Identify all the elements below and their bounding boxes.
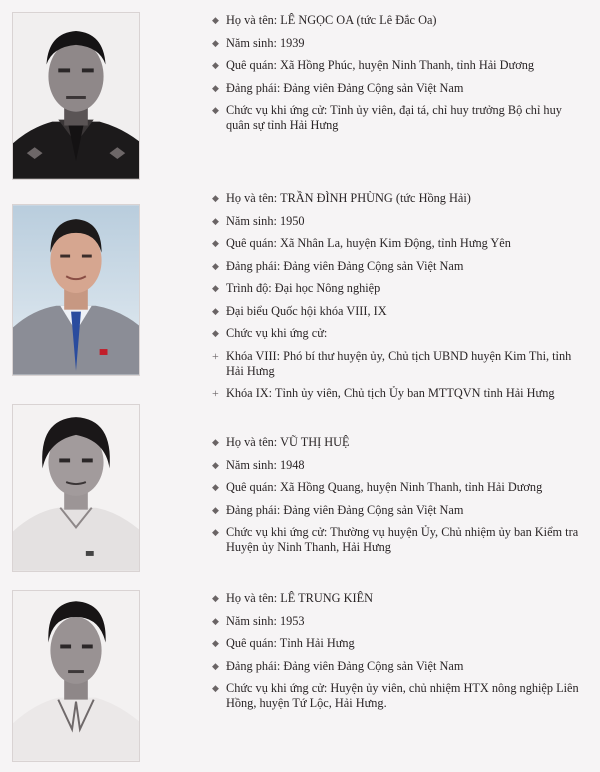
diamond-bullet-icon: ◆: [212, 37, 219, 48]
diamond-bullet-icon: ◆: [212, 238, 219, 248]
plus-bullet-icon: +: [212, 386, 219, 400]
bio-line: [212, 480, 592, 495]
bio-line-text: Năm sinh: 1948: [226, 457, 305, 472]
diamond-bullet-icon: ◆: [212, 482, 219, 492]
bio-line: [212, 58, 592, 73]
bio-block-2: [212, 191, 592, 409]
diamond-bullet-icon: ◆: [212, 660, 219, 671]
bio-line-text: Họ và tên: LÊ TRUNG KIÊN: [226, 591, 373, 605]
bio-line: [212, 326, 592, 341]
bio-line-text: Họ và tên: LÊ NGỌC OA (tức Lê Đắc Oa): [226, 13, 437, 27]
diamond-bullet-icon: ◆: [212, 305, 219, 316]
bio-block-4: [212, 591, 592, 719]
bio-line-text: Đại biểu Quốc hội khóa VIII, IX: [226, 303, 387, 318]
diamond-bullet-icon: ◆: [212, 193, 219, 203]
portrait-photo-3: [12, 404, 140, 572]
diamond-bullet-icon: ◆: [212, 283, 219, 293]
diamond-bullet-icon: ◆: [212, 593, 219, 603]
bio-line-text: Đảng phái: Đảng viên Đảng Cộng sản Việt Nam: [226, 502, 464, 517]
diamond-bullet-icon: ◆: [212, 215, 219, 226]
bio-line-text: Đảng phái: Đảng viên Đảng Cộng sản Việt Nam: [226, 80, 464, 95]
bio-line: [212, 349, 591, 379]
bio-line: [212, 13, 592, 28]
bio-line: [212, 659, 592, 674]
bio-line-text: Chức vụ khi ứng cử:: [226, 326, 328, 340]
portrait-photo-2: [12, 204, 140, 376]
bio-line-text: Họ và tên: VŨ THỊ HUỆ: [226, 435, 350, 449]
bio-line: [212, 281, 592, 296]
bio-line-text: Quê quán: Xã Hồng Quang, huyện Ninh Thanh, tỉnh Hải Dương: [226, 480, 543, 494]
plus-bullet-icon: +: [212, 348, 219, 363]
bio-line-text: Năm sinh: 1953: [226, 613, 305, 628]
bio-line: [212, 458, 592, 473]
diamond-bullet-icon: ◆: [212, 105, 219, 115]
bio-line: [212, 259, 592, 274]
diamond-bullet-icon: ◆: [212, 683, 219, 693]
portrait-photo-4: [12, 590, 140, 762]
bio-line-text: Họ và tên: TRẦN ĐÌNH PHÙNG (tức Hồng Hải): [226, 191, 471, 205]
bio-line-text: Quê quán: Xã Nhân La, huyện Kim Động, tỉnh Hưng Yên: [226, 236, 511, 250]
bio-line: [212, 36, 592, 51]
bio-line: [212, 304, 592, 319]
diamond-bullet-icon: ◆: [212, 638, 219, 648]
bio-line: [212, 525, 596, 555]
diamond-bullet-icon: ◆: [212, 260, 219, 271]
diamond-bullet-icon: ◆: [212, 328, 219, 338]
bio-line: [212, 386, 592, 401]
bio-line-text: Đảng phái: Đảng viên Đảng Cộng sản Việt Nam: [226, 658, 464, 673]
bio-block-1: [212, 13, 592, 141]
bio-line: [212, 503, 592, 518]
bio-line-text: Năm sinh: 1950: [226, 213, 305, 228]
diamond-bullet-icon: ◆: [212, 60, 219, 70]
bio-line-text: Quê quán: Xã Hồng Phúc, huyện Ninh Thanh, tỉnh Hải Dương: [226, 58, 535, 72]
bio-line: [212, 681, 581, 711]
bio-line: [212, 591, 592, 606]
diamond-bullet-icon: ◆: [212, 527, 219, 537]
bio-line: [212, 214, 592, 229]
bio-line-text: Đảng phái: Đảng viên Đảng Cộng sản Việt Nam: [226, 258, 464, 273]
bio-line: [212, 81, 592, 96]
bio-line: [212, 636, 592, 651]
diamond-bullet-icon: ◆: [212, 459, 219, 470]
diamond-bullet-icon: ◆: [212, 437, 219, 447]
bio-line: [212, 435, 592, 450]
bio-line-text: Khóa IX: Tỉnh ủy viên, Chủ tịch Ủy ban MTTQVN tỉnh Hải Hưng: [226, 386, 555, 400]
bio-block-3: [212, 435, 592, 563]
bio-line: [212, 103, 571, 133]
diamond-bullet-icon: ◆: [212, 82, 219, 93]
bio-line-text: Khóa VIII: Phó bí thư huyện ủy, Chủ tịch UBND huyện Kim Thi, tỉnh Hải Hưng: [226, 348, 572, 378]
bio-line-text: Chức vụ khi ứng cử: Tỉnh ủy viên, đại tá, chỉ huy trưởng Bộ chỉ huy quân sự tỉnh Hải Hưng: [226, 103, 562, 132]
bio-line-text: Quê quán: Tỉnh Hải Hưng: [226, 636, 355, 650]
diamond-bullet-icon: ◆: [212, 615, 219, 626]
bio-line-text: Năm sinh: 1939: [226, 35, 305, 50]
diamond-bullet-icon: ◆: [212, 15, 219, 25]
diamond-bullet-icon: ◆: [212, 504, 219, 515]
bio-line-text: Trình độ: Đại học Nông nghiệp: [226, 281, 381, 295]
bio-line-text: Chức vụ khi ứng cử: Thường vụ huyện Ủy, Chủ nhiệm ủy ban Kiểm tra Huyện ủy Ninh Thanh, Hải Hưng: [226, 525, 579, 554]
bio-line: [212, 236, 592, 251]
bio-line: [212, 191, 592, 206]
bio-line: [212, 614, 592, 629]
bio-line-text: Chức vụ khi ứng cử: Huyện ủy viên, chủ nhiệm HTX nông nghiệp Liên Hồng, huyện Tứ Lộc, Hải Hưng.: [226, 681, 579, 710]
portrait-photo-1: [12, 12, 140, 180]
